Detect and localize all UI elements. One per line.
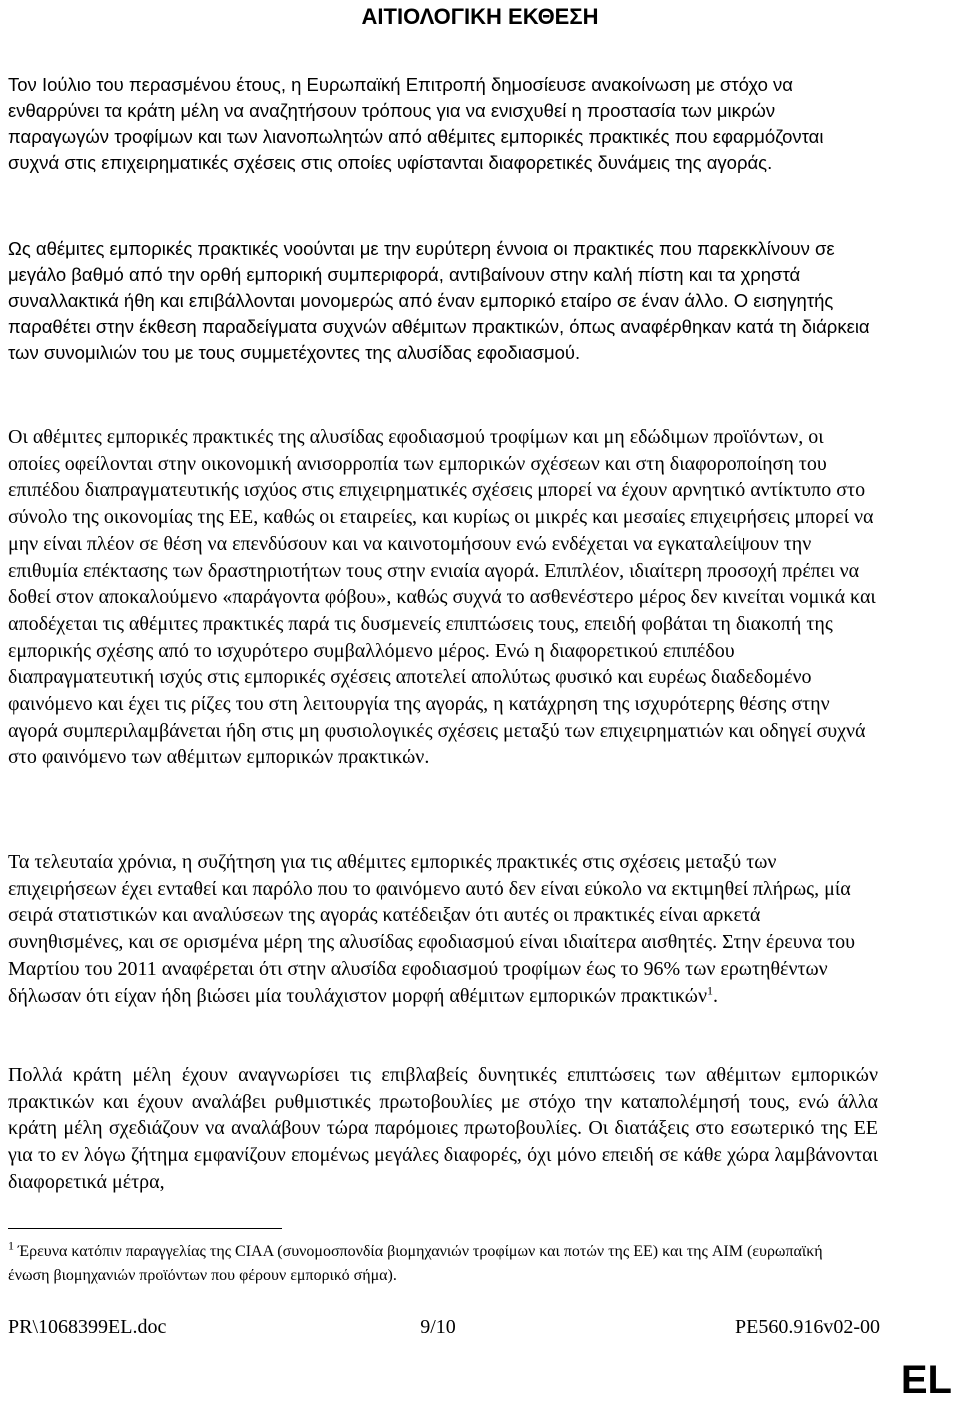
footer-document-code: PE560.916v02-00 — [735, 1316, 880, 1338]
footnote-separator — [8, 1228, 282, 1229]
paragraph-4 — [8, 849, 878, 1009]
footnote-text: Έρευνα κατόπιν παραγγελίας της CIAA (συνομοσπονδία βιομηχανιών τροφίμων και ποτών της ΕΕ) και της AIM (ευρωπαϊκή ένωση βιομηχανιών προϊόντων που φέρουν εμπορικό σήμα). — [8, 1243, 823, 1284]
footer-page-number: 9/10 — [420, 1316, 456, 1338]
paragraph-5: Πολλά κράτη μέλη έχουν αναγνωρίσει τις επιβλαβείς δυνητικές επιπτώσεις των αθέμιτων εμπορικών πρακτικών και έχουν αναλάβει ρυθμιστικές πρωτοβουλίες με στόχο την καταπολέμησή τους, ενώ άλλα κράτη μέλη σχεδιάζουν να αναλάβουν τώρα παρόμοιες πρωτοβουλίες. Οι διατάξεις στο εσωτερικό της ΕΕ για το εν λόγω ζήτημα εμφανίζουν επομένως μεγάλες διαφορές, όχι μόνο επειδή σε κάθε χώρα λαμβάνονται διαφορετικά μέτρα, — [8, 1064, 878, 1193]
footnote-reference[interactable]: 1 — [707, 982, 714, 997]
paragraph-4-text: Τα τελευταία χρόνια, η συζήτηση για τις αθέμιτες εμπορικές πρακτικές στις σχέσεις μεταξύ των επιχειρήσεων έχει ενταθεί και παρόλο που το φαινόμενο αυτό δεν είναι εύκολο να εκτιμηθεί πλήρως, μία σειρά στατιστικών και αναλύσεων της αγοράς κατέδειξαν ότι αυτές οι πρακτικές είναι αρκετά συνηθισμένες, και σε ορισμένα μέρη της αλυσίδας εφοδιασμού είναι ιδιαίτερα αισθητές. Στην έρευνα του Μαρτίου του 2011 αναφέρεται ότι στην αλυσίδα εφοδιασμού τροφίμων έως το 96% των ερωτηθέντων δήλωσαν ότι είχαν ήδη βιώσει μία τουλάχιστον μορφή αθέμιτων εμπορικών πρακτικών — [8, 851, 856, 1007]
footer-document-reference: PR\1068399EL.doc — [8, 1316, 167, 1338]
paragraph-4-tail: . — [713, 984, 719, 1007]
footnote — [8, 1240, 868, 1288]
page-footer — [8, 1314, 880, 1340]
paragraph-3: Οι αθέμιτες εμπορικές πρακτικές της αλυσίδας εφοδιασμού τροφίμων και μη εδώδιμων προϊόντων, οι οποίες οφείλονται στην οικονομική ανισορροπία των εμπορικών σχέσεων και στη διαφοροποίηση του επιπέδου διαπραγματευτικής ισχύος στις επιχειρηματικές σχέσεις μπορεί να έχουν αρνητικό αντίκτυπο στο σύνολο της οικονομίας της ΕΕ, καθώς οι εταιρείες, και κυρίως οι μικρές και μεσαίες επιχειρήσεις μπορεί να μην είναι πλέον σε θέση να επενδύσουν και να καινοτομήσουν ενώ ενδέχεται να εγκαταλείψουν την επιθυμία επέκτασης των δραστηριοτήτων τους στην ενιαία αγορά. Επιπλέον, ιδιαίτερη προσοχή πρέπει να δοθεί στον αποκαλούμενο «παράγοντα φόβου», καθώς συχνά το ασθενέστερο μέρος δεν κινείται νομικά και αποδέχεται τις αθέμιτες πρακτικές παρά τις δυσμενείς επιπτώσεις τους, επειδή φοβάται τη διακοπή της εμπορικής σχέσης από το ισχυρότερο συμβαλλόμενο μέρος. Ενώ η διαφορετικού επιπέδου διαπραγματευτική ισχύς στις εμπορικές σχέσεις αποτελεί απολύτως φυσικό και ευρέως διαδεδομένο φαινόμενο και έχει τις ρίζες του στη λειτουργία της αγοράς, η κατάχρηση της ισχυρότερης θέσης στην αγορά συμπεριλαμβάνεται ήδη στις μη φυσιολογικές σχέσεις μεταξύ των επιχειρηματιών και οδηγεί συχνά στο φαινόμενο των αθέμιτων εμπορικών πρακτικών. — [8, 426, 876, 769]
paragraph-1: Τον Ιούλιο του περασμένου έτους, η Ευρωπαϊκή Επιτροπή δημοσίευσε ανακοίνωση με στόχο να ενθαρρύνει τα κράτη μέλη να αναζητήσουν τρόπους για να ενισχυθεί η προστασία των μικρών παραγωγών τροφίμων και των λιανοπωλητών από αθέμιτες εμπορικές πρακτικές που εφαρμόζονται συχνά στις επιχειρηματικές σχέσεις στις οποίες υφίστανται διαφορετικές δυνάμεις της αγοράς. — [8, 74, 824, 173]
language-tag: EL — [900, 1358, 952, 1402]
footnote-number: 1 — [8, 1238, 14, 1253]
paragraph-2: Ως αθέμιτες εμπορικές πρακτικές νοούνται με την ευρύτερη έννοια οι πρακτικές που παρεκκλίνουν σε μεγάλο βαθμό από την ορθή εμπορική συμπεριφορά, αντιβαίνουν στην καλή πίστη και τα χρηστά συναλλακτικά ήθη και επιβάλλονται μονομερώς από έναν εμπορικό εταίρο σε έναν άλλο. Ο εισηγητής παραθέτει στην έκθεση παραδείγματα συχνών αθέμιτων πρακτικών, όπως αναφέρθηκαν κατά τη διάρκεια των συνομιλιών του με τους συμμετέχοντες της αλυσίδας εφοδιασμού. — [8, 238, 870, 363]
document-title: ΑΙΤΙΟΛΟΓΙΚΗ ΕΚΘΕΣΗ — [361, 4, 599, 29]
